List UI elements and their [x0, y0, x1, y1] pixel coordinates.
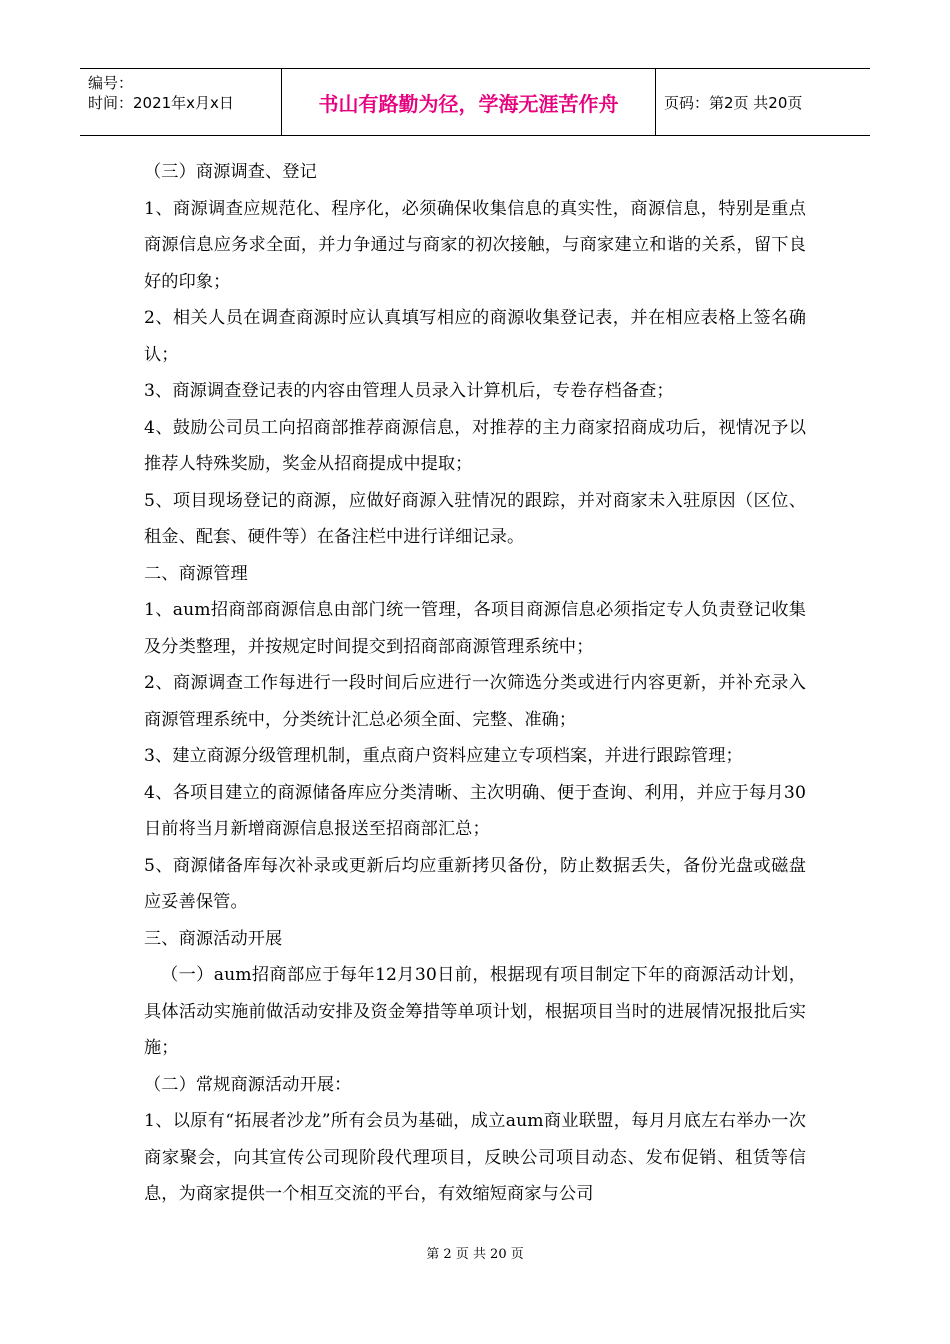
- header-info-cell: [80, 69, 282, 135]
- paragraph-survey-1: 1、商源调查应规范化、程序化，必须确保收集信息的真实性，商源信息，特别是重点商源信息应务求全面，并力争通过与商家的初次接触，与商家建立和谐的关系，留下良好的印象；: [144, 198, 806, 292]
- paragraph-activities-plan: （一）aum招商部应于每年12月30日前，根据现有项目制定下年的商源活动计划，具体活动实施前做活动安排及资金筹措等单项计划，根据项目当时的进展情况报批后实施；: [144, 965, 806, 1058]
- paragraph-management-5: 5、商源储备库每次补录或更新后均应重新拷贝备份，防止数据丢失，备份光盘或磁盘应妥善保管。: [144, 855, 806, 912]
- page-footer: 第 2 页 共 20 页: [426, 1247, 524, 1262]
- paragraph-survey-3: 3、商源调查登记表的内容由管理人员录入计算机后，专卷存档备查；: [144, 381, 674, 401]
- paragraph-section-3-title: （三）商源调查、登记: [144, 162, 317, 182]
- heading-source-activities: 三、商源活动开展: [144, 928, 283, 949]
- paragraph-management-4: 4、各项目建立的商源储备库应分类清晰、主次明确、便于查询、利用，并应于每月30日前将当月新增商源信息报送至招商部汇总；: [144, 782, 806, 839]
- header-motto: 书山有路勤为径，学海无涯苦作舟: [282, 69, 656, 135]
- page-header: [80, 68, 870, 136]
- document-time-label: 时间：2021年x月x日: [88, 94, 234, 112]
- paragraph-survey-4: 4、鼓励公司员工向招商部推荐商源信息，对推荐的主力商家招商成功后，视情况予以推荐人特殊奖励，奖金从招商提成中提取；: [144, 417, 806, 474]
- paragraph-management-2: 2、商源调查工作每进行一段时间后应进行一次筛选分类或进行内容更新，并补充录入商源管理系统中，分类统计汇总必须全面、完整、准确；: [144, 673, 806, 730]
- paragraph-survey-2: 2、相关人员在调查商源时应认真填写相应的商源收集登记表，并在相应表格上签名确认；: [144, 308, 806, 365]
- paragraph-management-1: 1、aum招商部商源信息由部门统一管理，各项目商源信息必须指定专人负责登记收集及分类整理，并按规定时间提交到招商部商源管理系统中；: [144, 600, 806, 657]
- paragraph-survey-5: 5、项目现场登记的商源，应做好商源入驻情况的跟踪，并对商家未入驻原因（区位、租金、配套、硬件等）在备注栏中进行详细记录。: [144, 490, 806, 547]
- heading-source-management: 二、商源管理: [144, 563, 248, 584]
- document-number-label: 编号：: [88, 74, 134, 92]
- paragraph-activities-regular-title: （二）常规商源活动开展：: [144, 1074, 352, 1095]
- paragraph-management-3: 3、建立商源分级管理机制，重点商户资料应建立专项档案，并进行跟踪管理；: [144, 746, 743, 766]
- header-page-number: 页码：第2页 共20页: [664, 93, 803, 112]
- document-body: [144, 154, 806, 1213]
- paragraph-activities-1: 1、以原有“拓展者沙龙”所有会员为基础，成立aum商业联盟，每月月底左右举办一次商家聚会，向其宣传公司现阶段代理项目，反映公司项目动态、发布促销、租赁等信息，为商家提供一个相互交流的平台，有效缩短商家与公司: [144, 1111, 806, 1204]
